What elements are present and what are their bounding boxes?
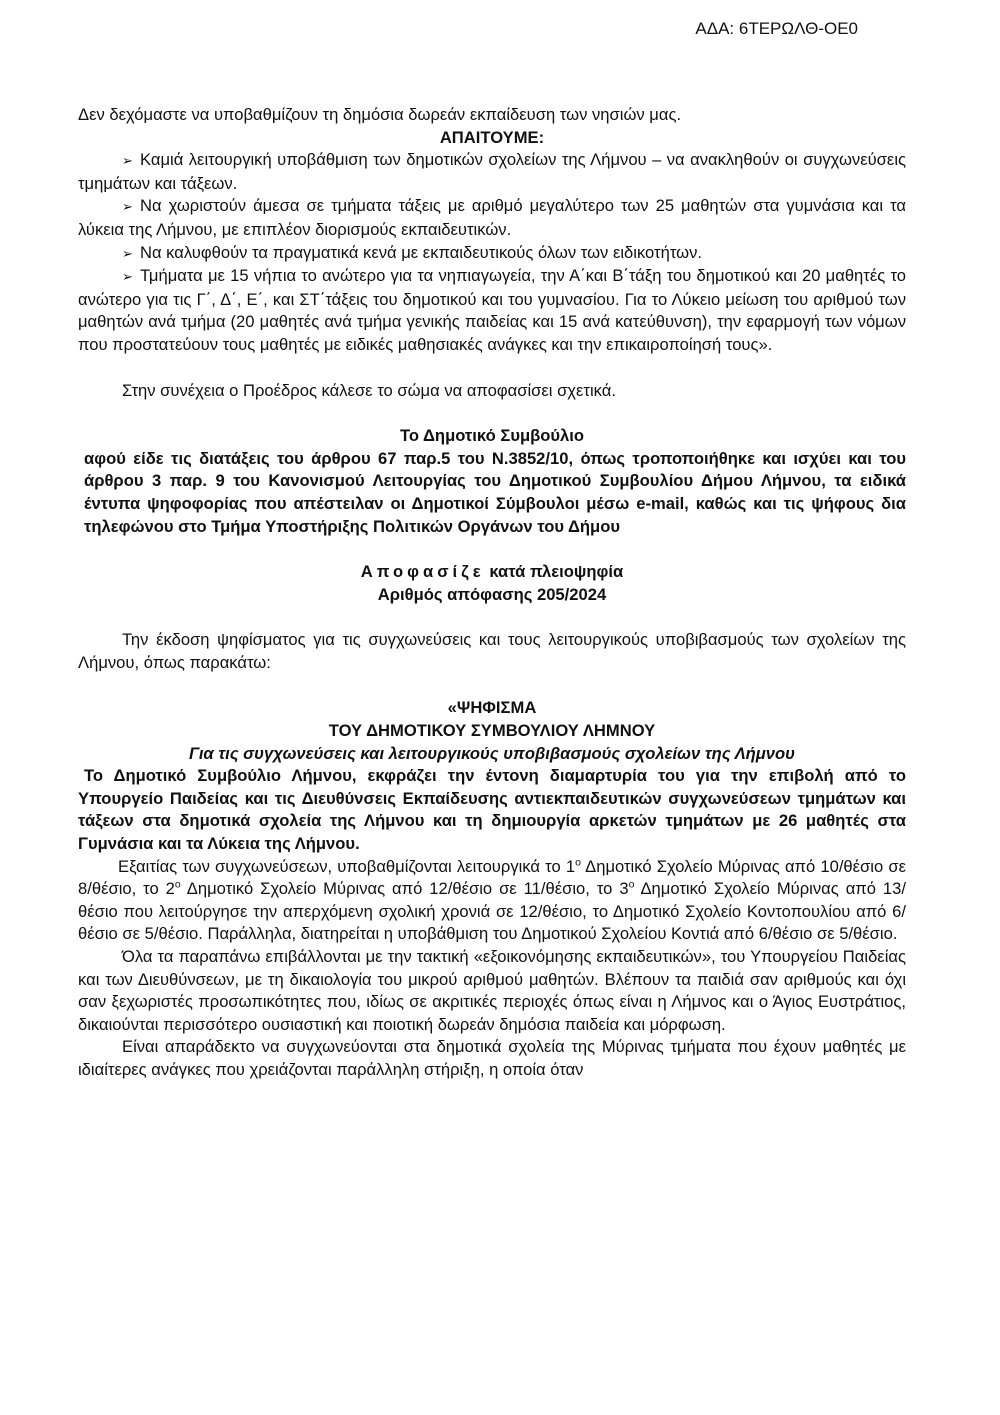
document-page: [78, 104, 906, 1082]
resolution-title-2: ΤΟΥ ΔΗΜΟΤΙΚΟΥ ΣΥΜΒΟΥΛΙΟΥ ΛΗΜΝΟΥ: [328, 721, 656, 741]
resolution-paragraph-3: Είναι απαράδεκτο να συγχωνεύονται στα δημοτικά σχολεία της Μύρινας τμήματα που έχουν μαθητές με ιδιαίτερες ανάγκες που χρειάζονται παράλληλη στήριξη, η οποία όταν: [78, 1037, 906, 1079]
council-basis: αφού είδε τις διατάξεις του άρθρου 67 παρ.5 του Ν.3852/10, όπως τροποποιήθηκε και ισχύει και του άρθρου 3 παρ. 9 του Κανονισμού Λειτουργίας του Δημοτικού Συμβουλίου Δήμου Λήμνου, τα ειδικά έντυπα ψηφοφορίας που απέστειλαν οι Δημοτικοί Σύμβουλοι μέσω e-mail, καθώς και τις ψήφους δια τηλεφώνου στο Τμήμα Υποστήριξης Πολιτικών Οργάνων του Δήμου: [84, 448, 906, 536]
demand-item-1: ➢ Καμιά λειτουργική υποβάθμιση των δημοτικών σχολείων της Λήμνου – να ανακληθούν οι συγχωνεύσεις τμημάτων και τάξεων.: [78, 150, 906, 193]
arrow-bullet-icon: ➢: [122, 199, 133, 215]
decision-number: Αριθμός απόφασης 205/2024: [377, 584, 607, 604]
ada-code: ΑΔΑ: 6ΤΕΡΩΛΘ-ΟΕ0: [695, 19, 858, 38]
resolution-subtitle: Για τις συγχωνεύσεις και λειτουργικούς υποβιβασμούς σχολείων της Λήμνου: [189, 743, 795, 763]
resolution-title: «ΨΗΦΙΣΜΑ: [447, 698, 537, 718]
council-title: Το Δημοτικό Συμβούλιο: [399, 426, 585, 446]
demands-title: ΑΠΑΙΤΟΥΜΕ:: [439, 127, 545, 147]
demand-item-4: ➢ Τμήματα με 15 νήπια το ανώτερο για τα νηπιαγωγεία, την Α΄και Β΄τάξη του δημοτικού και 20 μαθητές το ανώτερο για τις Γ΄, Δ΄, Ε΄, και ΣΤ΄τάξεις του δημοτικού και του γυμνασίου. Για το Λύκειο μείωση του αριθμού των μαθητών ανά τμήμα (20 μαθητές ανά τμήμα γενικής παιδείας και 15 ανά κατεύθυνση), την εφαρμογή των νόμων που προστατεύουν τους μαθητές με ειδικές μαθησιακές ανάγκες και την επικαιροποίησή τους».: [78, 266, 906, 354]
decision-heading: Αποφασίζε κατά πλειοψηφία: [360, 562, 624, 582]
demand-item-3: ➢ Να καλυφθούν τα πραγματικά κενά με εκπαιδευτικούς όλων των ειδικοτήτων.: [78, 242, 906, 266]
arrow-bullet-icon: ➢: [122, 269, 133, 285]
demand-item-2: ➢ Να χωριστούν άμεσα σε τμήματα τάξεις με αριθμό μεγαλύτερο των 25 μαθητών στα γυμνάσια και τα λύκεια της Λήμνου, με επιπλέον διορισμούς εκπαιδευτικών.: [78, 196, 906, 239]
resolution-paragraph-2: Όλα τα παραπάνω επιβάλλονται με την τακτική «εξοικονόμησης εκπαιδευτικών», του Υπουργείου Παιδείας και των Διευθύνσεων, με τη δικαιολογία του μικρού αριθμού μαθητών. Βλέπουν τα παιδιά σαν αριθμούς και όχι σαν ξεχωριστές προσωπικότητες που, ιδίως σε ακριτικές περιοχές όπως είναι η Λήμνος και ο Άγιος Ευστράτιος, δικαιούνται περισσότερο ουσιαστική και ποιοτική δωρεάν δημόσια παιδεία και μόρφωση.: [78, 947, 906, 1034]
arrow-bullet-icon: ➢: [122, 153, 133, 169]
decision-text: Την έκδοση ψηφίσματος για τις συγχωνεύσεις και τους λειτουργικούς υποβιβασμούς των σχολείων της Λήμνου, όπως παρακάτω:: [78, 630, 906, 672]
intro-paragraph: Δεν δεχόμαστε να υποβαθμίζουν τη δημόσια δωρεάν εκπαίδευση των νησιών μας.: [78, 105, 682, 124]
resolution-protest: Το Δημοτικό Συμβούλιο Λήμνου, εκφράζει την έντονη διαμαρτυρία του για την επιβολή από το Υπουργείο Παιδείας και τις Διευθύνσεις Εκπαίδευσης αντιεκπαιδευτικών συγχωνεύσεων τμημάτων και τάξεων στα δημοτικά σχολεία της Λήμνου και τη δημιουργία αρκετών τμημάτων με 26 μαθητές στα Γυμνάσια και τα Λύκεια της Λήμνου.: [78, 766, 906, 854]
arrow-bullet-icon: ➢: [122, 245, 133, 261]
resolution-paragraph-1: Εξαιτίας των συγχωνεύσεων, υποβαθμίζονται λειτουργικά το $1^o$ Δημοτικό Σχολείο Μύρινας από 10/θέσιο σε 8/θέσιο, το $2^o$ Δημοτικό Σχολείο Μύρινας από 12/θέσιο σε 11/θέσιο, το $3^o$ Δημοτικό Σχολείο Μύρινας από 13/θέσιο που λειτούργησε την απερχόμενη σχολική χρονιά σε 12/θέσιο, το Δημοτικό Σχολείο Κοντοπουλίου από 6/θέσιο σε 5/θέσιο. Παράλληλα, διατηρείται η υποβάθμιση του Δημοτικού Σχολείου Κοντιά από 6/θέσιο σε 5/θέσιο.: [78, 856, 906, 944]
president-call: Στην συνέχεια ο Προέδρος κάλεσε το σώμα να αποφασίσει σχετικά.: [122, 380, 616, 400]
